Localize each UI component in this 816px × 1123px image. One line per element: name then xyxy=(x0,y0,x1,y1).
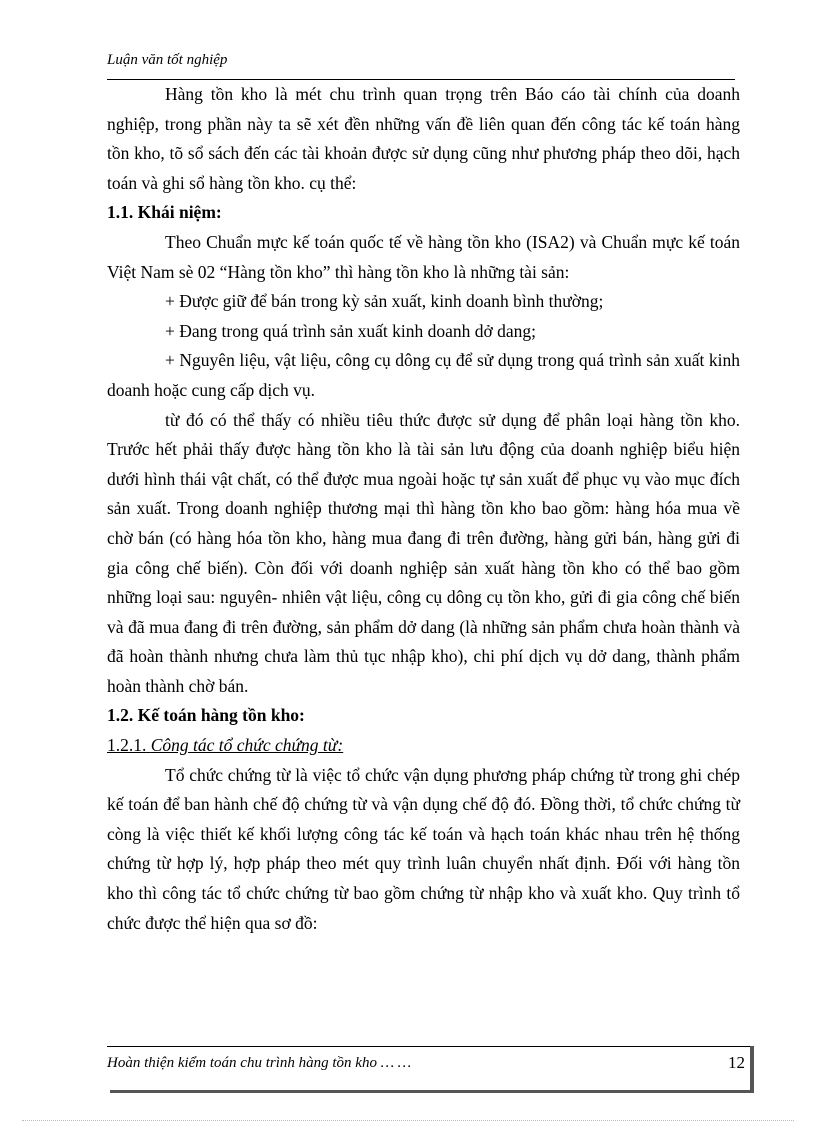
footer-border-shadow-right xyxy=(750,1046,754,1092)
section-heading-1-2: 1.2. Kế toán hàng tồn kho: xyxy=(107,705,305,726)
page-bottom-dotted-line xyxy=(22,1120,794,1121)
intro-paragraph: Hàng tồn kho là mét chu trình quan trọng trên Báo cáo tài chính của doanh nghiệp, trong phần này ta sẽ xét đền những vấn đề liên quan đến công tác kế toán hàng tồn kho, tõ sổ sách đến các tài khoản được sử dụng cũng như phương pháp theo dõi, hạch toán và ghi sổ hàng tồn kho. cụ thể: xyxy=(107,84,740,193)
list-item-1: + Được giữ để bán trong kỳ sản xuất, kinh doanh bình thường; xyxy=(165,291,604,312)
page-number: 12 xyxy=(728,1053,745,1072)
subsection-title: Công tác tổ chức chứng từ: xyxy=(150,735,344,756)
definition-paragraph: Theo Chuẩn mực kế toán quốc tế về hàng tồn kho (ISA2) và Chuẩn mực kế toán Việt Nam sè 02 “Hàng tồn kho” thì hàng tồn kho là những tài sản: xyxy=(107,231,740,282)
classification-paragraph: từ đó có thể thấy có nhiều tiêu thức được sử dụng để phân loại hàng tồn kho. Trước hết phải thấy được hàng tồn kho là tài sản lưu động của doanh nghiệp biểu hiện dưới hình thái vật chất, có thể được mua ngoài hoặc tự sản xuất để phục vụ vào mục đích sản xuất. Trong doanh nghiệp thương mại thì hàng tồn kho bao gồm: hàng hóa mua về chờ bán (có hàng hóa tồn kho, hàng mua đang đi trên đường, hàng gửi bán, hàng gửi đi gia công chế biến). Còn đối với doanh nghiệp sản xuất hàng tồn kho có thể bao gồm những loại sau: nguyên- nhiên vật liệu, công cụ dông cụ tồn kho, gửi đi gia công chế biến và đã mua đang đi trên đường, sản phẩm dở dang (là những sản phẩm chưa hoàn thành và đã hoàn thành nhưng chưa làm thủ tục nhập kho), chi phí dịch vụ dở dang, thành phẩm hoàn thành chờ bán. xyxy=(107,409,740,696)
voucher-paragraph: Tổ chức chứng từ là việc tổ chức vận dụng phương pháp chứng từ trong ghi chép kế toán để ban hành chế độ chứng từ và vận dụng chế độ đó. Đồng thời, tổ chức chứng từ còng là việc thiết kế khối lượng công tác kế toán và hạch toán khác nhau trên hệ thống chứng từ hợp lý, hợp pháp theo mét quy trình luân chuyển nhất định. Đối với hàng tồn kho thì công tác tổ chức chứng từ bao gồm chứng từ nhập kho và xuất kho. Quy trình tổ chức được thể hiện qua sơ đồ: xyxy=(107,764,740,933)
section-heading-1-1: 1.1. Khái niệm: xyxy=(107,202,222,223)
subsection-heading-1-2-1 xyxy=(107,731,740,761)
subsection-number: 1.2.1. xyxy=(107,735,147,756)
document-body xyxy=(107,80,740,938)
running-header: Luận văn tốt nghiệp xyxy=(107,52,228,68)
list-item-3: + Nguyên liệu, vật liệu, công cụ dông cụ để sử dụng trong quá trình sản xuất kinh doanh hoặc cung cấp dịch vụ. xyxy=(107,350,740,400)
running-footer: Hoàn thiện kiểm toán chu trình hàng tồn kho … … xyxy=(107,1055,412,1071)
footer-border-shadow-bottom xyxy=(110,1090,754,1093)
footer-rule xyxy=(107,1046,750,1047)
list-item-2: + Đang trong quá trình sản xuất kinh doanh dở dang; xyxy=(165,320,537,341)
